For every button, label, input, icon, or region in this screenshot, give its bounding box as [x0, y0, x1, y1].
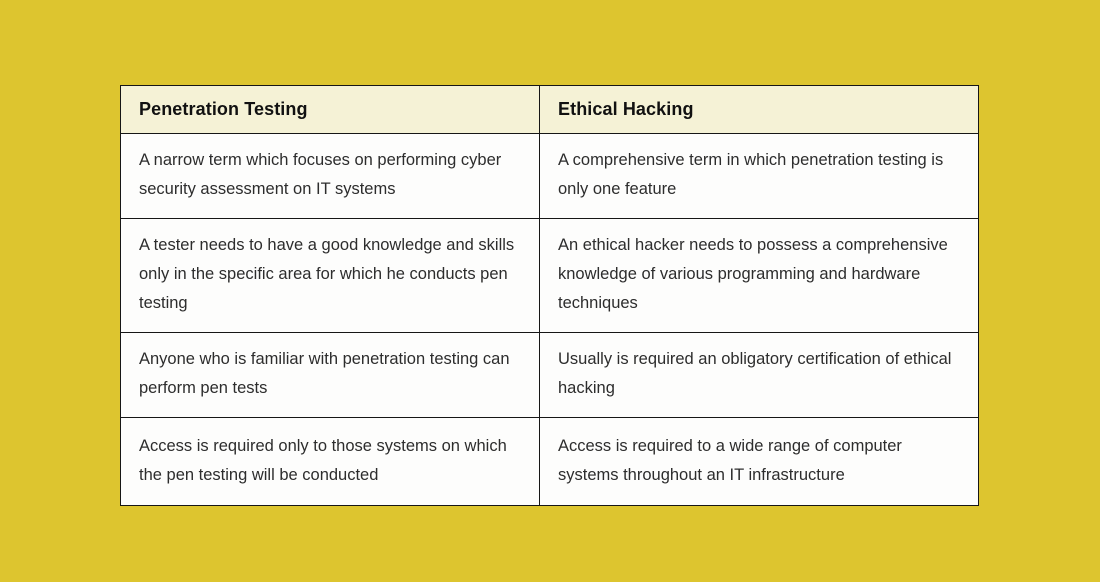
header-row	[121, 86, 979, 134]
table-cell: Access is required to a wide range of computer systems throughout an IT infrastructure	[540, 418, 979, 506]
table-cell: Usually is required an obligatory certification of ethical hacking	[540, 333, 979, 418]
table-row	[121, 418, 979, 506]
table-cell: A comprehensive term in which penetration testing is only one feature	[540, 134, 979, 219]
table-cell: A tester needs to have a good knowledge and skills only in the specific area for which he conducts pen testing	[121, 219, 540, 333]
table-cell: Access is required only to those systems on which the pen testing will be conducted	[121, 418, 540, 506]
table-row	[121, 219, 979, 333]
table-row	[121, 333, 979, 418]
comparison-table	[120, 85, 979, 506]
table-cell: An ethical hacker needs to possess a comprehensive knowledge of various programming and hardware techniques	[540, 219, 979, 333]
column-header-penetration-testing: Penetration Testing	[121, 86, 540, 134]
table-cell: Anyone who is familiar with penetration testing can perform pen tests	[121, 333, 540, 418]
table-row	[121, 134, 979, 219]
column-header-ethical-hacking: Ethical Hacking	[540, 86, 979, 134]
table-cell: A narrow term which focuses on performing cyber security assessment on IT systems	[121, 134, 540, 219]
